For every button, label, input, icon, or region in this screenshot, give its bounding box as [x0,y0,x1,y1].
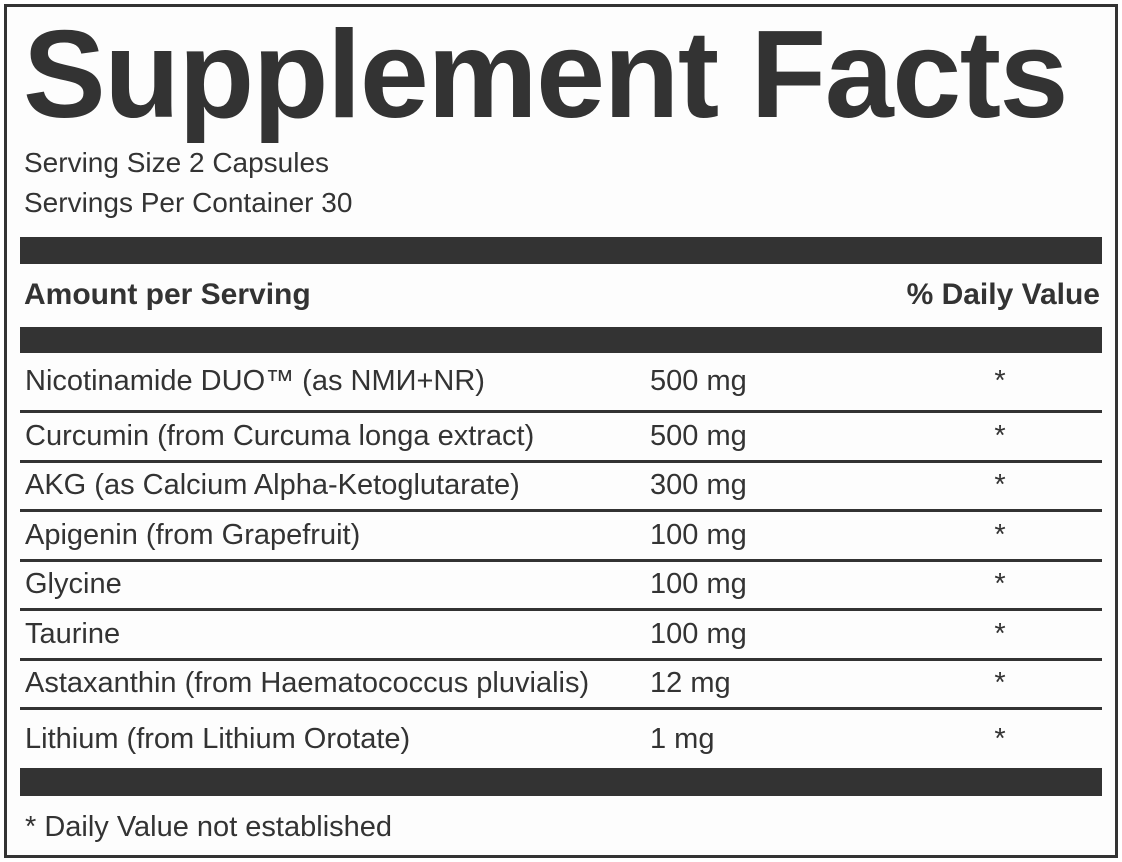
divider-bar-bottom [20,768,1102,796]
supplement-facts-label [4,4,1118,858]
ingredient-amount: 300 mg [650,469,747,502]
ingredient-name: Taurine [25,617,121,650]
table-row [20,413,1102,463]
ingredient-name: Lithium (from Lithium Orotate) [25,722,411,755]
ingredient-amount: 500 mg [650,365,747,397]
ingredient-amount: 100 mg [650,617,747,650]
ingredient-daily-value: * [994,722,1006,755]
ingredient-amount: 500 mg [650,419,747,452]
divider-bar-middle [20,327,1102,353]
ingredient-amount: 100 mg [650,568,747,601]
ingredient-name: Astaxanthin (from Haematococcus pluvialis) [25,667,590,700]
table-row [20,463,1102,513]
ingredient-name: AKG (as Calcium Alpha-Ketoglutarate) [25,469,520,502]
ingredient-name: Curcumin (from Curcuma longa extract) [25,419,535,452]
column-header-daily-value: % Daily Value [906,278,1100,311]
table-row [20,661,1102,711]
divider-bar-top [20,237,1102,264]
table-row [20,611,1102,661]
ingredient-amount: 1 mg [650,722,715,755]
table-row [20,353,1102,413]
ingredient-daily-value: * [994,667,1006,700]
column-header-row [24,275,1100,315]
ingredient-daily-value: * [994,518,1006,551]
ingredient-daily-value: * [994,617,1006,650]
table-row [20,562,1102,612]
table-row [20,710,1102,768]
daily-value-footnote: * Daily Value not established [25,811,393,843]
ingredient-name: Nicotinamide DUO™ (as NMИ+NR) [25,365,485,397]
ingredient-daily-value: * [994,469,1006,502]
ingredient-name: Glycine [25,568,122,601]
ingredient-daily-value: * [994,568,1006,601]
servings-per-container: Servings Per Container 30 [24,187,353,218]
label-title: Supplement Facts [23,6,1067,144]
ingredient-table [20,353,1102,768]
ingredient-amount: 12 mg [650,667,731,700]
serving-size: Serving Size 2 Capsules [24,147,330,178]
ingredient-name: Apigenin (from Grapefruit) [25,518,361,551]
ingredient-daily-value: * [994,365,1006,397]
column-header-amount: Amount per Serving [24,278,311,311]
ingredient-daily-value: * [994,419,1006,452]
ingredient-amount: 100 mg [650,518,747,551]
table-row [20,512,1102,562]
